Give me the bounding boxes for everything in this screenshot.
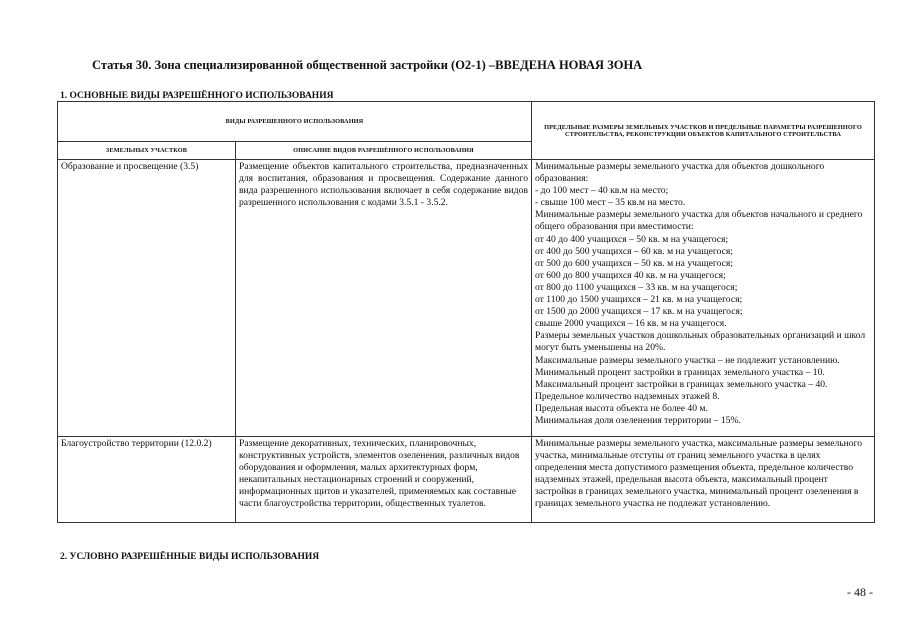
parameter-line: Минимальные размеры земельного участка для объектов дошкольного образования: [535,161,825,185]
parameter-line: Максимальные размеры земельного участка – не подлежит установлению. [535,354,840,366]
parameters-cell [532,160,875,437]
table-row [58,437,875,523]
parameter-line: от 1100 до 1500 учащихся – 21 кв. м на учащегося; [535,294,743,306]
use-description: Размещение объектов капитального строительства, предназначенных для воспитания, образования и просвещения. Содержание данного вида разрешенного использования включает в себя содержание видов разрешенного использования с кодами 3.5.1 - 3.5.2. [236,160,532,437]
header-limit-parameters: ПРЕДЕЛЬНЫЕ РАЗМЕРЫ ЗЕМЕЛЬНЫХ УЧАСТКОВ И ПРЕДЕЛЬНЫЕ ПАРАМЕТРЫ РАЗРЕШЕННОГО СТРОИТЕЛЬСТВА, РЕКОНСТРУКЦИИ ОБЪЕКТОВ КАПИТАЛЬНОГО СТРОИТЕЛЬСТВА [532,102,875,160]
parameter-line: Минимальные размеры земельного участка для объектов начального и среднего общего образования при вместимости: [535,209,863,233]
parameter-line: Минимальный процент застройки в границах земельного участка – 10. [535,366,825,378]
header-land-plots: ЗЕМЕЛЬНЫХ УЧАСТКОВ [58,142,236,160]
parameter-line: от 400 до 500 учащихся – 60 кв. м на учащегося; [535,245,733,257]
parameter-line: от 500 до 600 учащихся – 50 кв. м на учащегося; [535,257,733,269]
land-use-name: Образование и просвещение (3.5) [58,160,236,437]
parameter-line: - до 100 мест – 40 кв.м на место; [535,185,669,197]
page-number: - 48 - [847,585,873,599]
article-title: Статья 30. Зона специализированной общественной застройки (О2-1) –ВВЕДЕНА НОВАЯ ЗОНА [92,58,643,72]
parameter-line: Максимальный процент застройки в границах земельного участка – 40. [535,378,828,390]
table-row [58,160,875,437]
parameter-line: Размеры земельных участков дошкольных образовательных организаций и школ могут быть уменьшены на 20%. [535,330,866,354]
parameter-line: свыше 2000 учащихся – 16 кв. м на учащегося. [535,318,727,330]
parameter-line: от 40 до 400 учащихся – 50 кв. м на учащегося; [535,233,729,245]
land-use-name: Благоустройство территории (12.0.2) [58,437,236,523]
parameter-line: Минимальная доля озеленения территории – 15%. [535,414,741,426]
parameter-line: Предельная высота объекта не более 40 м. [535,402,708,414]
parameters-cell [532,437,875,523]
use-description: Размещение декоративных, технических, планировочных, конструктивных устройств, элементов озеленения, различных видов оборудования и оформления, малых архитектурных форм, некапитальных нестационарных строений и сооружений, информационных щитов и указателей, применяемых как составные части благоустройства территории, общественных туалетов. [236,437,532,523]
parameter-line: от 600 до 800 учащихся 40 кв. м на учащегося; [535,269,726,281]
zoning-table [57,101,875,523]
section-2-heading: 2. УСЛОВНО РАЗРЕШЁННЫЕ ВИДЫ ИСПОЛЬЗОВАНИЯ [60,552,320,562]
parameter-line: от 1500 до 2000 учащихся – 17 кв. м на учащегося; [535,306,743,318]
section-1-heading: 1. ОСНОВНЫЕ ВИДЫ РАЗРЕШЁННОГО ИСПОЛЬЗОВАНИЯ [60,91,334,101]
header-use-description: ОПИСАНИЕ ВИДОВ РАЗРЕШЁННОГО ИСПОЛЬЗОВАНИЯ [236,142,532,160]
parameter-line: от 800 до 1100 учащихся – 33 кв. м на учащегося; [535,281,738,293]
parameter-line: - свыше 100 мест – 35 кв.м на место. [535,197,686,209]
parameter-line: Минимальные размеры земельного участка, максимальные размеры земельного участка, минимальные отступы от границ земельного участка в целях определения места допустимого размещения объекта, предельное количество надземных этажей, предельная высота объекта, максимальный процент застройки в границах земельного участка, минимальный процент озеленения в границах земельного участка не подлежат установлению. [535,438,863,510]
parameter-line: Предельное количество надземных этажей 8. [535,390,720,402]
header-permitted-uses: ВИДЫ РАЗРЕШЕННОГО ИСПОЛЬЗОВАНИЯ [58,102,532,142]
